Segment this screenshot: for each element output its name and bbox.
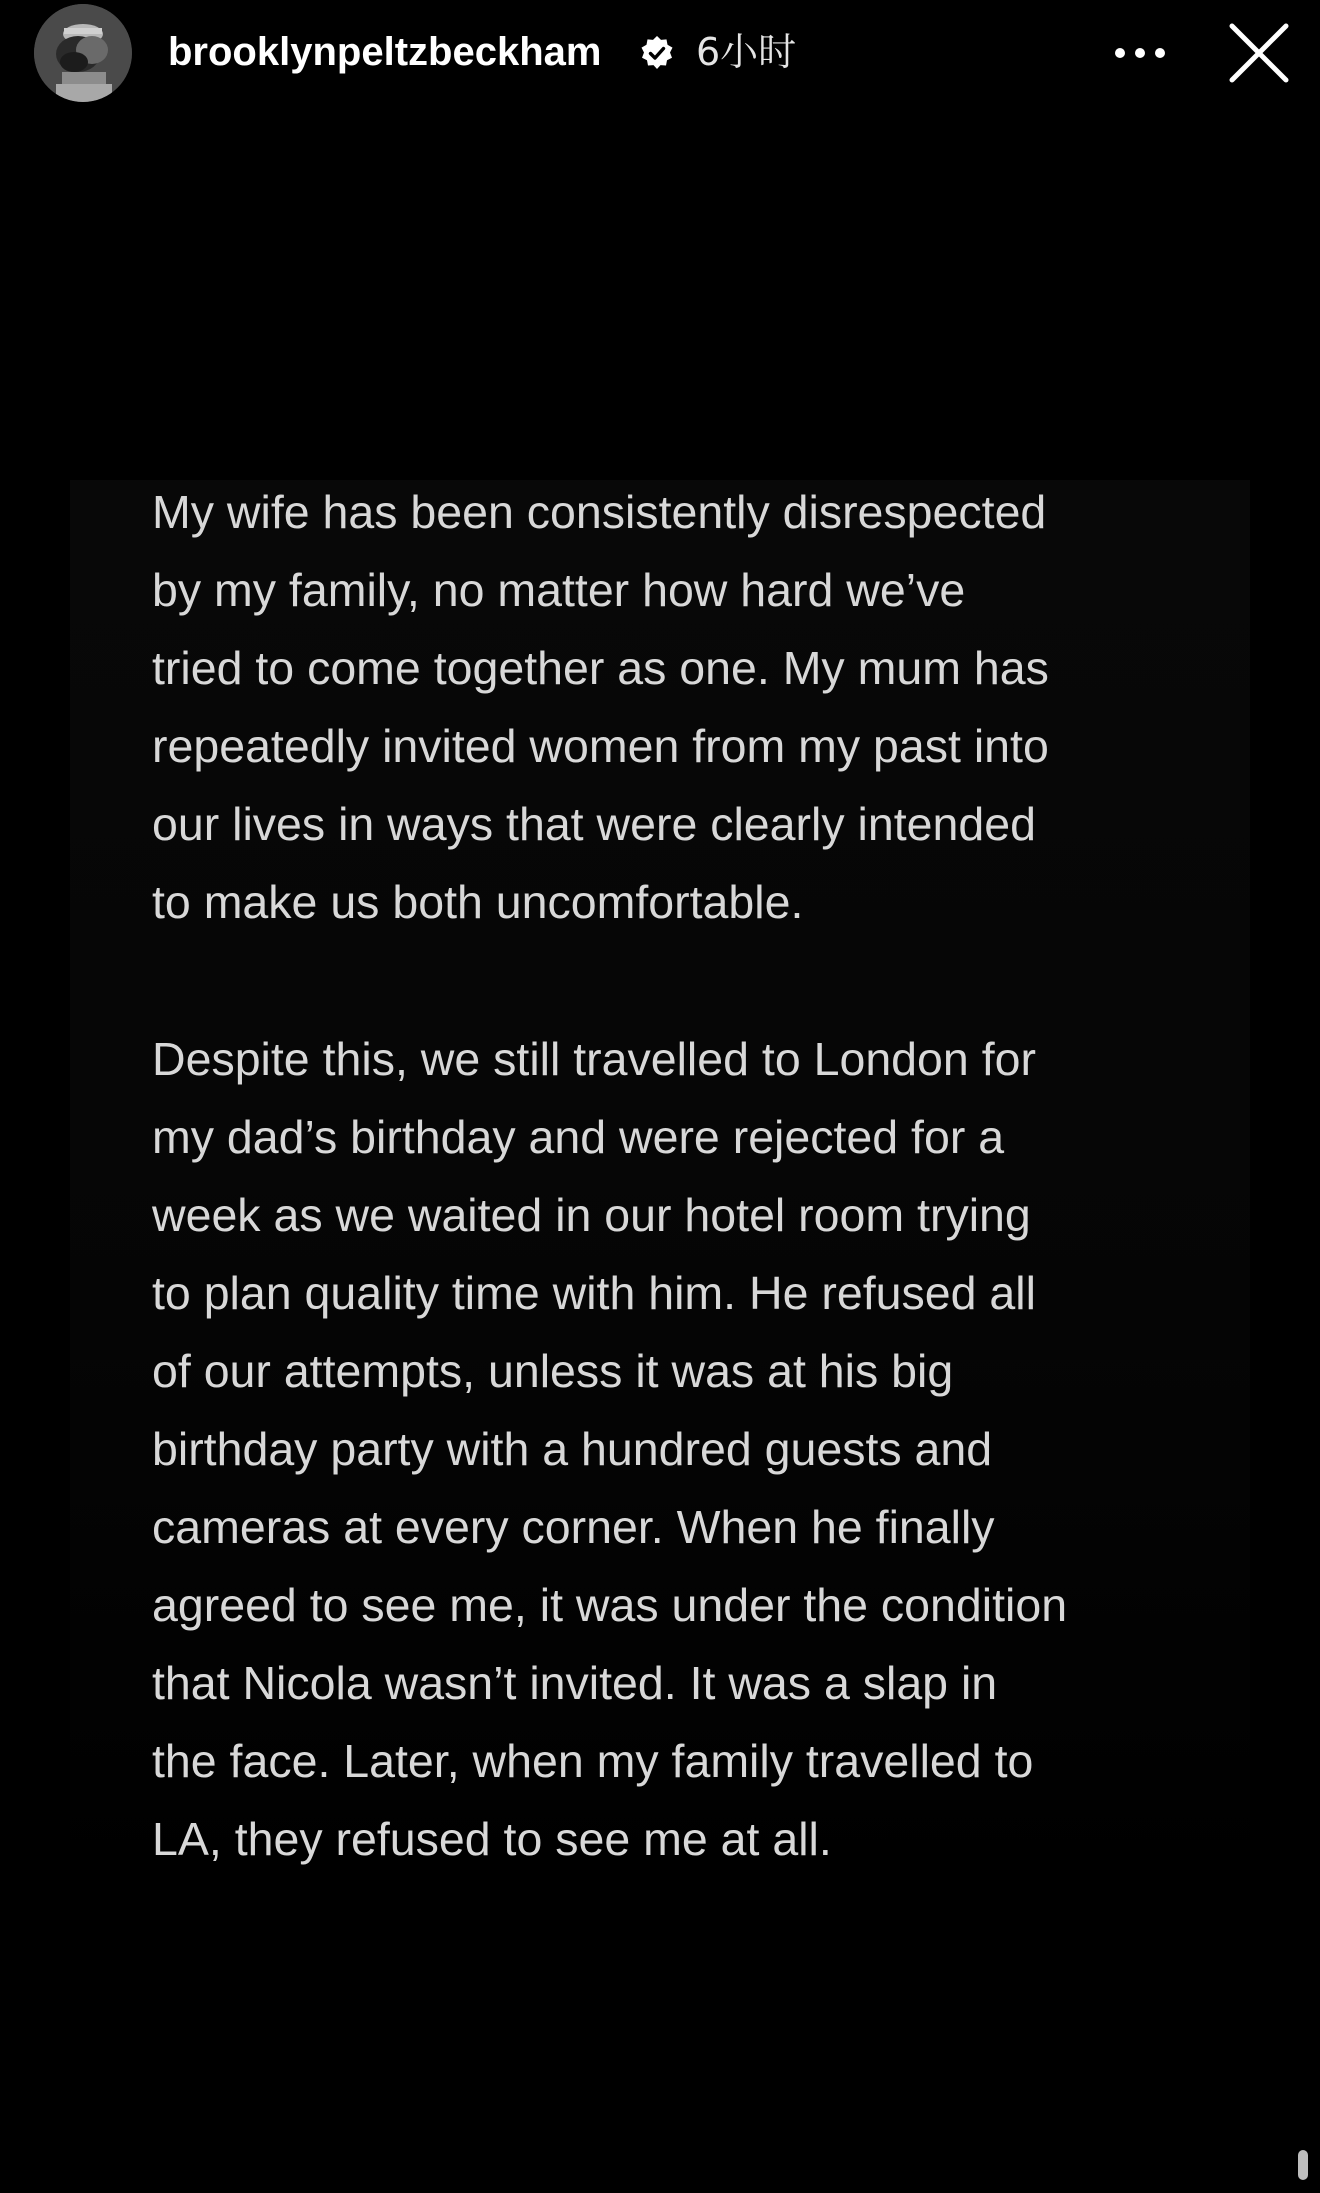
close-icon [1226,20,1292,86]
avatar-image-icon [34,4,132,102]
more-horizontal-icon [1112,28,1168,78]
text-line: My wife has been consistently disrespected [152,486,1047,538]
text-line: the face. Later, when my family travelled to [152,1735,1034,1787]
text-line: my dad’s birthday and were rejected for a [152,1111,1005,1163]
text-line: cameras at every corner. When he finally [152,1501,995,1553]
story-header [0,0,1320,110]
text-line: of our attempts, unless it was at his big [152,1345,954,1397]
story-paragraph-2 [152,1020,1242,1878]
text-line: to make us both uncomfortable. [152,876,804,928]
text-line: to plan quality time with him. He refused all [152,1267,1036,1319]
text-line: LA, they refused to see me at all. [152,1813,832,1865]
post-timestamp: 6小时 [696,30,797,74]
text-line: week as we waited in our hotel room trying [152,1189,1031,1241]
verified-badge-icon [640,36,674,70]
text-line: Despite this, we still travelled to London for [152,1033,1036,1085]
username[interactable]: brooklynpeltzbeckham [168,30,602,74]
text-line: agreed to see me, it was under the condition [152,1579,1068,1631]
text-line: repeatedly invited women from my past into [152,720,1049,772]
text-line: birthday party with a hundred guests and [152,1423,993,1475]
text-line: our lives in ways that were clearly intended [152,798,1036,850]
story-paragraph-1 [152,473,1242,941]
text-line: tried to come together as one. My mum has [152,642,1049,694]
avatar[interactable] [34,4,132,102]
scroll-indicator [1298,2150,1308,2180]
more-options-button[interactable] [1112,28,1168,78]
text-line: that Nicola wasn’t invited. It was a slap in [152,1657,998,1709]
close-button[interactable] [1226,20,1292,86]
text-line: by my family, no matter how hard we’ve [152,564,966,616]
